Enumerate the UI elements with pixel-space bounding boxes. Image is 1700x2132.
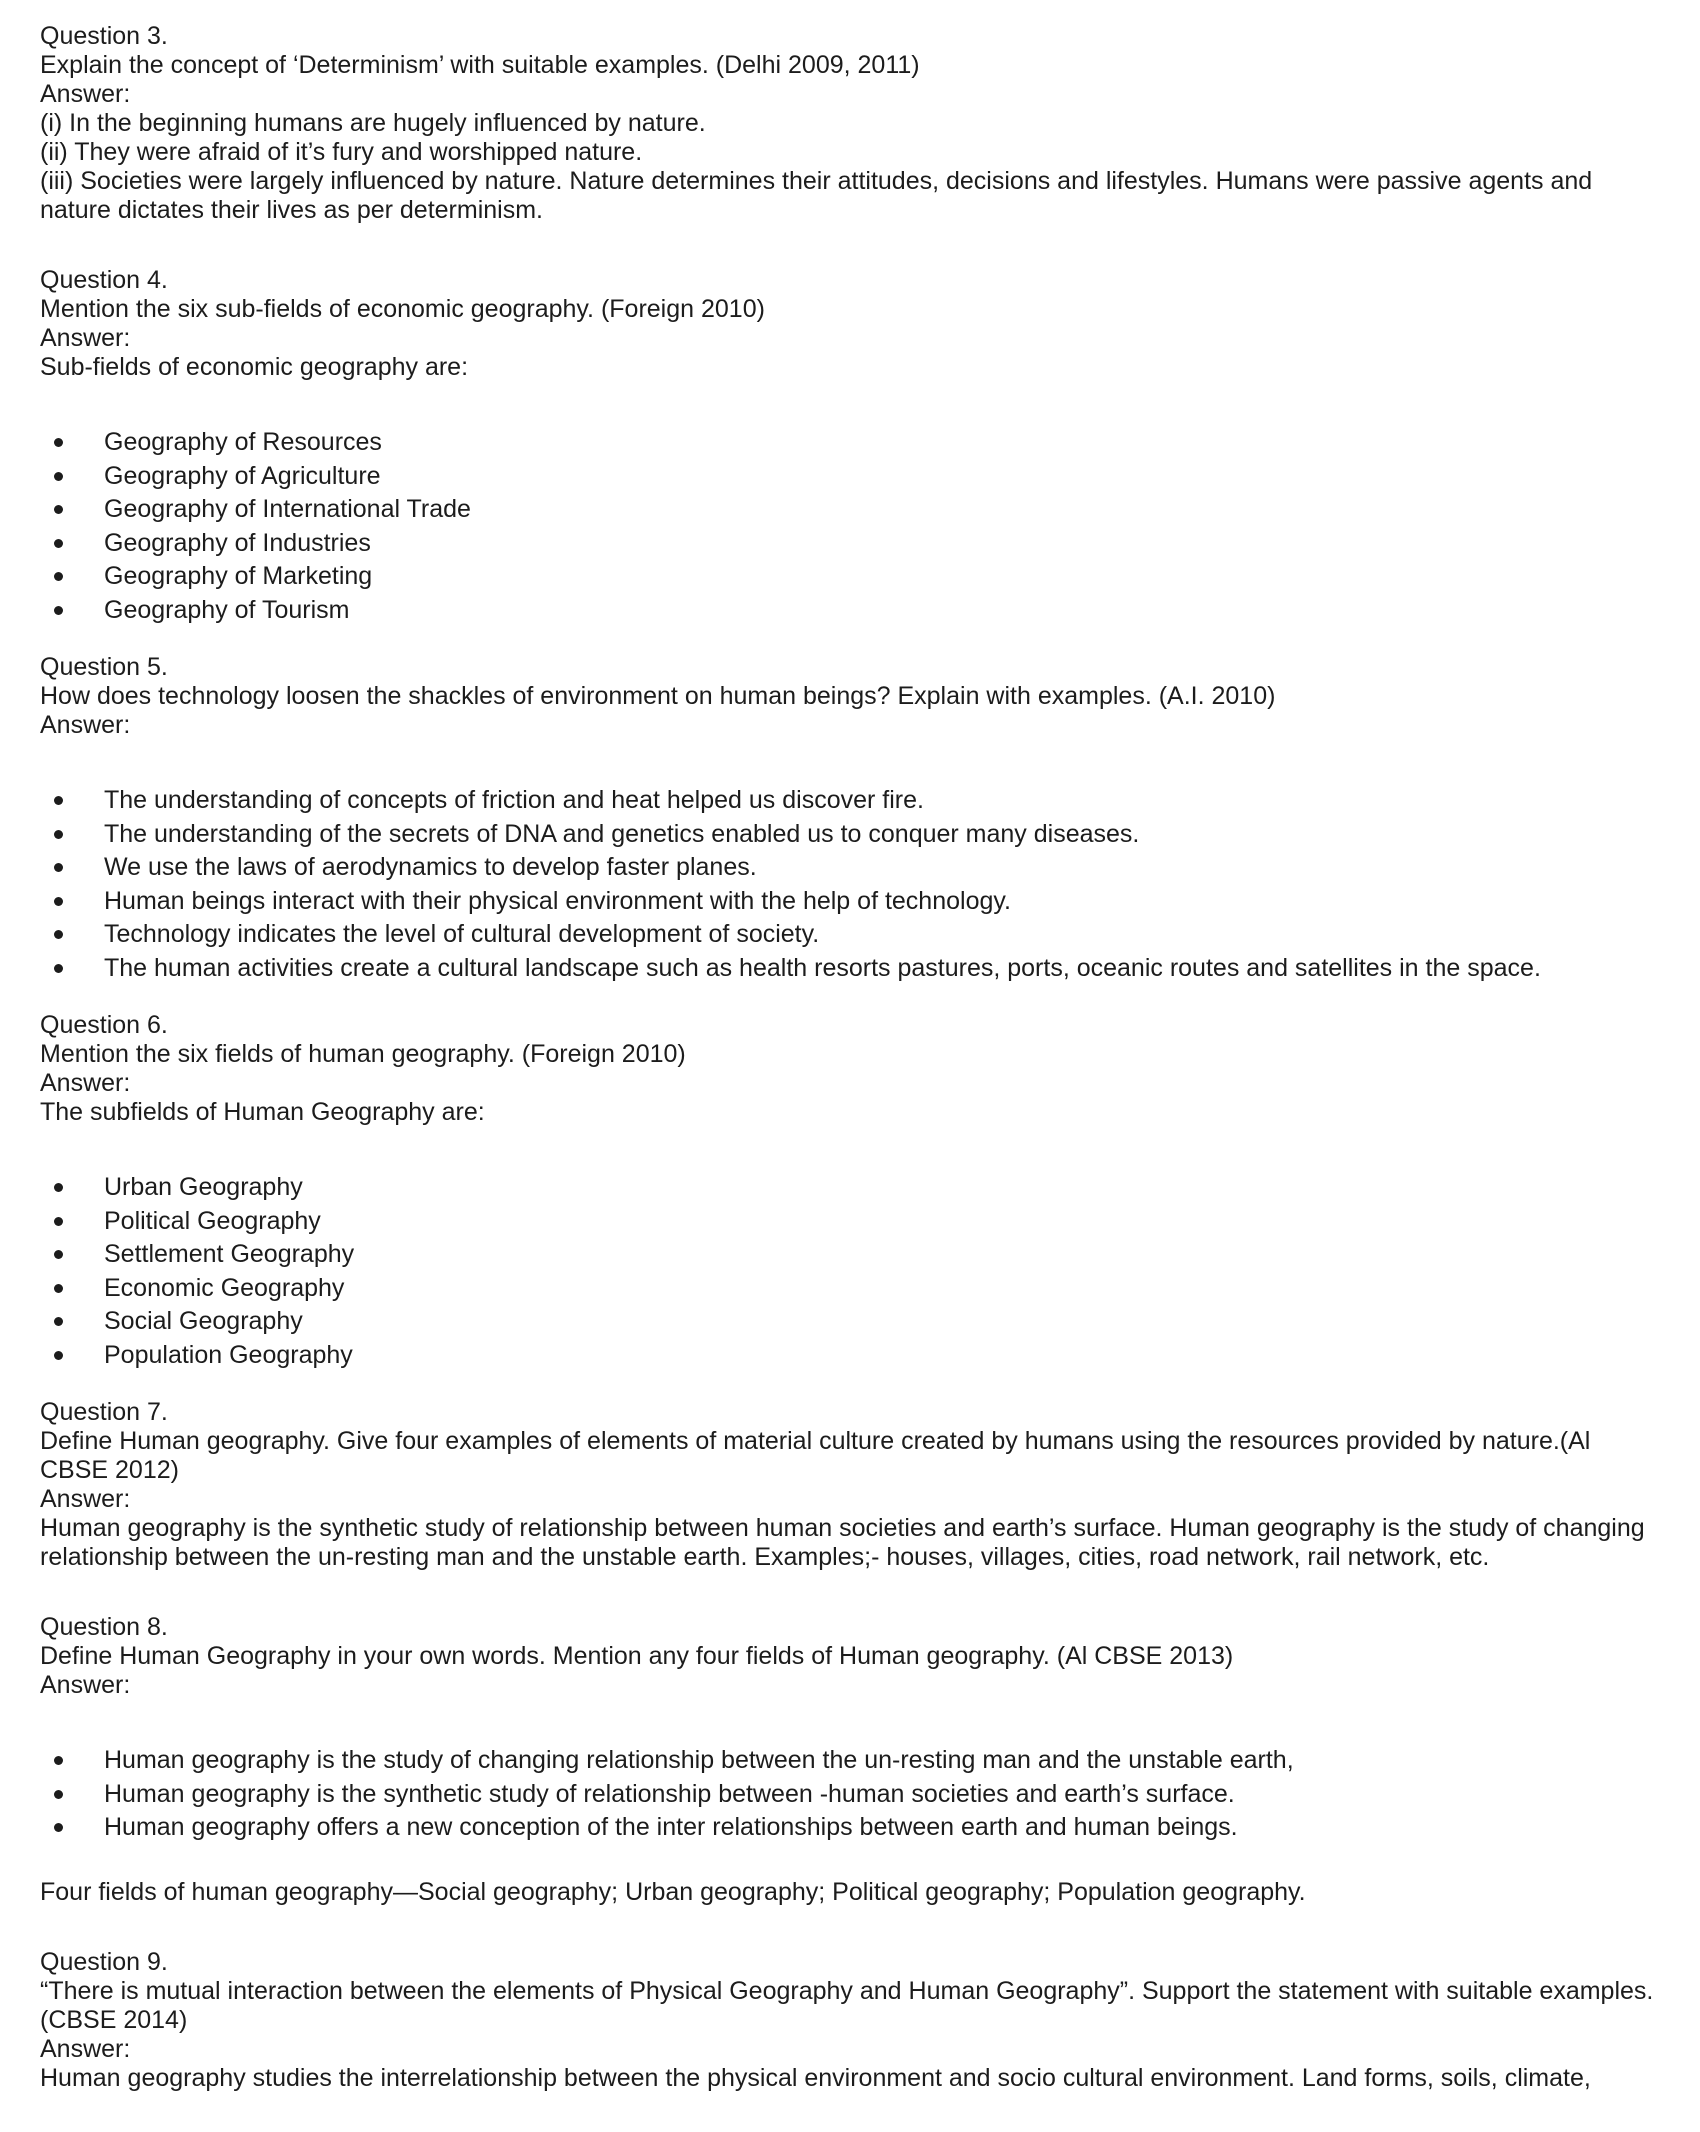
list-item-text: Geography of International Trade: [104, 495, 471, 523]
list-item: [40, 560, 1670, 594]
spacer: [40, 382, 1670, 426]
question-4: [40, 266, 1670, 627]
list-item: [40, 1778, 1670, 1812]
list-item-text: Population Geography: [104, 1340, 353, 1369]
spacer: [40, 1936, 1670, 1948]
answer-label: Answer:: [40, 1671, 131, 1699]
question-text: Mention the six sub-fields of economic geography. (Foreign 2010): [40, 295, 765, 323]
bullet-icon: [54, 505, 63, 514]
list-item: [40, 784, 1670, 818]
answer-line: nature dictates their lives as per determinism.: [40, 196, 543, 224]
question-title: Question 6.: [40, 1011, 168, 1039]
list-item-text: The human activities create a cultural landscape such as health resorts pastures, ports, oceanic routes and satellites in the space.: [104, 953, 1541, 982]
list-item: [40, 1205, 1670, 1239]
list-item: [40, 594, 1670, 628]
list-item: [40, 527, 1670, 561]
list-item: [40, 918, 1670, 952]
list-item-text: Economic Geography: [104, 1273, 345, 1302]
question-text: CBSE 2012): [40, 1456, 179, 1484]
answer-label: Answer:: [40, 2034, 131, 2063]
bullet-icon: [54, 897, 63, 906]
question-8: [40, 1613, 1670, 1907]
list-item: [40, 1238, 1670, 1272]
bullet-icon: [54, 539, 63, 548]
spacer: [40, 1572, 1670, 1601]
bullet-icon: [54, 1250, 63, 1259]
answer-label: Answer:: [40, 1069, 131, 1097]
question-title: Question 3.: [40, 22, 168, 50]
list-item-text: Geography of Tourism: [104, 595, 350, 624]
bullet-icon: [54, 1217, 63, 1226]
spacer: [40, 254, 1670, 266]
bullet-icon: [54, 1183, 63, 1192]
spacer: [40, 740, 1670, 784]
bullet-list: [40, 1171, 1670, 1372]
answer-label: Answer:: [40, 711, 131, 739]
question-5: [40, 653, 1670, 985]
bullet-icon: [54, 1284, 63, 1293]
spacer: [40, 1127, 1670, 1171]
list-item-text: Geography of Marketing: [104, 562, 373, 590]
list-item: [40, 426, 1670, 460]
question-text: Define Human geography. Give four examples of elements of material culture created by humans using the resources provided by nature.(Al: [40, 1427, 1591, 1455]
list-item: [40, 851, 1670, 885]
spacer: [40, 1845, 1670, 1878]
question-title: Question 4.: [40, 266, 168, 294]
spacer: [40, 1700, 1670, 1744]
list-item-text: Settlement Geography: [104, 1240, 355, 1268]
answer-intro: The subfields of Human Geography are:: [40, 1098, 485, 1126]
bullet-icon: [54, 1317, 63, 1326]
question-text: Mention the six fields of human geography. (Foreign 2010): [40, 1040, 686, 1068]
question-title: Question 8.: [40, 1613, 168, 1641]
bullet-icon: [54, 472, 63, 481]
list-item-text: We use the laws of aerodynamics to develop faster planes.: [104, 853, 757, 881]
answer-label: Answer:: [40, 324, 131, 352]
list-item-text: Human geography is the synthetic study of relationship between -human societies and earth’s surface.: [104, 1779, 1235, 1808]
answer-intro: Sub-fields of economic geography are:: [40, 353, 469, 381]
question-6: [40, 1011, 1670, 1372]
bullet-icon: [54, 964, 63, 973]
question-title: Question 9.: [40, 1947, 168, 1976]
question-text: Explain the concept of ‘Determinism’ with suitable examples. (Delhi 2009, 2011): [40, 51, 920, 79]
spacer: [40, 627, 1670, 653]
answer-line: (i) In the beginning humans are hugely influenced by nature.: [40, 109, 706, 137]
spacer: [40, 225, 1670, 254]
list-item-text: Geography of Industries: [104, 528, 371, 557]
bullet-icon: [54, 796, 63, 805]
list-item-text: Urban Geography: [104, 1173, 303, 1201]
bullet-icon: [54, 1790, 63, 1799]
list-item: [40, 1811, 1670, 1845]
bullet-icon: [54, 606, 63, 615]
list-item-text: Political Geography: [104, 1206, 321, 1235]
question-title: Question 5.: [40, 653, 168, 681]
list-item: [40, 1171, 1670, 1205]
list-item-text: Social Geography: [104, 1307, 303, 1335]
bullet-icon: [54, 863, 63, 872]
question-title: Question 7.: [40, 1398, 168, 1426]
list-item-text: Geography of Resources: [104, 428, 382, 456]
bullet-icon: [54, 572, 63, 581]
answer-label: Answer:: [40, 1485, 131, 1513]
answer-line: Human geography is the synthetic study of relationship between human societies and earth’s surface. Human geography is the study of changing: [40, 1514, 1645, 1542]
answer-line: relationship between the un-resting man and the unstable earth. Examples;- houses, villages, cities, road network, rail network, etc.: [40, 1543, 1490, 1571]
list-item: [40, 1305, 1670, 1339]
list-item: [40, 1339, 1670, 1373]
bullet-icon: [54, 1351, 63, 1360]
list-item: [40, 885, 1670, 919]
answer-line: Human geography studies the interrelationship between the physical environment and socio cultural environment. Land forms, soils, climate,: [40, 2063, 1591, 2092]
bullet-icon: [54, 930, 63, 939]
answer-line: (iii) Societies were largely influenced by nature. Nature determines their attitudes, decisions and lifestyles. Humans were passive agents and: [40, 167, 1593, 195]
question-text: Define Human Geography in your own words. Mention any four fields of Human geography. (Al CBSE 2013): [40, 1642, 1234, 1670]
list-item: [40, 493, 1670, 527]
list-item-text: Geography of Agriculture: [104, 461, 381, 490]
list-item-text: The understanding of concepts of friction and heat helped us discover fire.: [104, 786, 924, 814]
question-text: How does technology loosen the shackles of environment on human beings? Explain with examples. (A.I. 2010): [40, 682, 1276, 710]
answer-line: (ii) They were afraid of it’s fury and worshipped nature.: [40, 138, 643, 166]
spacer: [40, 985, 1670, 1011]
spacer: [40, 1907, 1670, 1936]
spacer: [40, 1601, 1670, 1613]
question-7: [40, 1398, 1670, 1572]
bullet-icon: [54, 438, 63, 447]
answer-conclusion: Four fields of human geography—Social geography; Urban geography; Political geography; Population geography.: [40, 1877, 1306, 1906]
bullet-icon: [54, 830, 63, 839]
question-text: “There is mutual interaction between the elements of Physical Geography and Human Geography”. Support the statement with suitable examples.: [40, 1976, 1654, 2005]
list-item: [40, 1744, 1670, 1778]
bullet-list: [40, 784, 1670, 985]
list-item-text: Human geography is the study of changing relationship between the un-resting man and the unstable earth,: [104, 1746, 1294, 1774]
question-text: (CBSE 2014): [40, 2005, 188, 2034]
answer-label: Answer:: [40, 80, 131, 108]
bullet-icon: [54, 1756, 63, 1765]
bullet-icon: [54, 1823, 63, 1832]
question-9: [40, 1948, 1670, 2093]
list-item-text: Human beings interact with their physical environment with the help of technology.: [104, 886, 1011, 915]
list-item: [40, 952, 1670, 986]
spacer: [40, 1372, 1670, 1398]
question-3: [40, 22, 1670, 225]
bullet-list: [40, 1744, 1670, 1845]
list-item: [40, 818, 1670, 852]
document-page: [40, 22, 1670, 2093]
list-item: [40, 460, 1670, 494]
bullet-list: [40, 426, 1670, 627]
list-item-text: Technology indicates the level of cultural development of society.: [104, 920, 820, 948]
list-item-text: Human geography offers a new conception of the inter relationships between earth and human beings.: [104, 1813, 1238, 1841]
list-item-text: The understanding of the secrets of DNA and genetics enabled us to conquer many diseases.: [104, 819, 1140, 848]
list-item: [40, 1272, 1670, 1306]
